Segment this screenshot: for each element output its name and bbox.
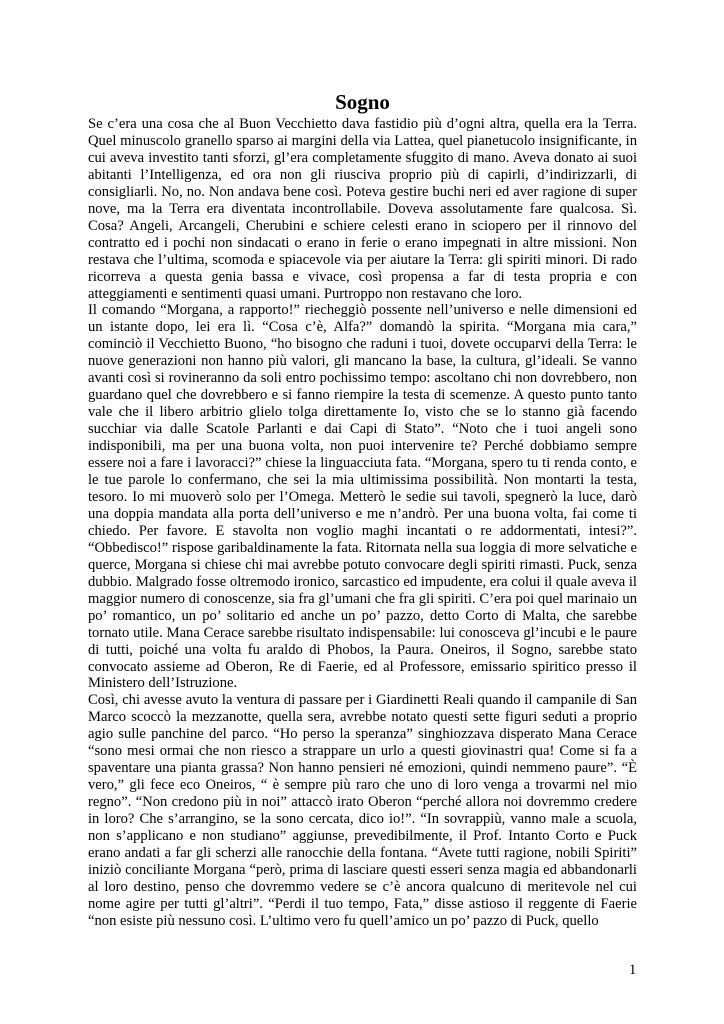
document-page [88, 88, 637, 930]
document-title: Sogno [335, 90, 390, 114]
paragraph: Così, chi avesse avuto la ventura di passare per i Giardinetti Reali quando il campanile di San Marco scoccò la mezzanotte, quella sera, avrebbe notato questi sette figuri seduti a proprio agio sulle panchine del parco. “Ho perso la speranza” singhiozzava disperato Mana Cerace “sono mesi ormai che non riesco a strappare un urlo a questi giovinastri qua! Come si fa a spaventare una pianta grassa? Non hanno pensieri né emozioni, quindi nemmeno paure”. “È vero,” gli fece eco Oneiros, “ è sempre più raro che uno di loro venga a trovarmi nel mio regno”. “Non credono più in noi” attaccò irato Oberon “perché allora noi dovremmo credere in loro? Che s’arrangino, se la sono cercata, dico io!”. “In sovrappiù, vanno male a scuola, non s’applicano e non studiano” aggiunse, prevedibilmente, il Prof. Intanto Corto e Puck erano andati a far gli scherzi alle ranocchie della fontana. “Avete tutti ragione, nobili Spiriti” iniziò conciliante Morgana “però, prima di lasciare questi esseri senza magia ed abbandonarli al loro destino, penso che dovremmo vedere se c’è ancora qualcuno di meritevole nel cui nome agire per tutti gl’altri”. “Perdi il tuo tempo, Fata,” disse astioso il reggente di Faerie “non esiste più nessuno così. L’ultimo vero fu quell’amico un po’ pazzo di Puck, quello [88, 692, 637, 929]
paragraph: Il comando “Morgana, a rapporto!” riecheggiò possente nell’universo e nelle dimensioni ed un istante dopo, lei era lì. “Cosa c’è, Alfa?” domandò la spirita. “Morgana mia cara,” cominciò il Vecchietto Buono, “ho bisogno che raduni i tuoi, dovete occuparvi della Terra: le nuove generazioni non hanno più valori, gli mancano la base, la cultura, gl’ideali. Se vanno avanti così si rovineranno da soli entro pochissimo tempo: ascoltano chi non dovrebbero, non guardano quel che dovrebbero e si fanno riempire la testa di scemenze. A questo punto tanto vale che il libero arbitrio glielo tolga direttamente Io, visto che se lo stanno già facendo succhiar via dalle Scatole Parlanti e dai Capi di Stato”. “Noto che i tuoi angeli sono indisponibili, ma per una buona volta, non puoi intervenire te? Perché dobbiamo sempre essere noi a fare i lavoracci?” chiese la linguacciuta fata. “Morgana, spero tu ti renda conto, e le tue parole lo confermano, che sei la mia ultimissima possibilità. Non montarti la testa, tesoro. Io mi muoverò solo per l’Omega. Metterò le sedie sui tavoli, spegnerò la luce, darò una doppia mandata alla porta dell’universo e me n’andrò. Per una buona volta, fai come ti chiedo. Per favore. E stavolta non voglio maghi incantati o re addormentati, intesi?”. “Obbedisco!” rispose garibaldinamente la fata. Ritornata nella sua loggia di more selvatiche e querce, Morgana si chiese chi mai avrebbe potuto convocare degli spiriti rimasti. Puck, senza dubbio. Malgrado fosse oltremodo ironico, sarcastico ed impudente, era colui il quale aveva il maggior numero di conoscenze, sia fra gl’umani che fra gli spiriti. C’era poi quel marinaio un po’ romantico, un po’ solitario ed anche un po’ pazzo, detto Corto di Malta, che sarebbe tornato utile. Mana Cerace sarebbe risultato indispensabile: lui conosceva gl’incubi e le paure di tutti, poiché una volta fu araldo di Phobos, la Paura. Oneiros, il Sogno, sarebbe stato convocato assieme ad Oberon, Re di Faerie, ed al Professore, emissario spiritico presso il Ministero dell’Istruzione. [88, 302, 637, 692]
page-number: 1 [629, 962, 637, 978]
paragraph: Se c’era una cosa che al Buon Vecchietto dava fastidio più d’ogni altra, quella era la Terra. Quel minuscolo granello sparso ai margini della via Lattea, quel pianetucolo insignificante, in cui aveva investito tanti sforzi, gl’era completamente sfuggito di mano. Aveva donato ai suoi abitanti l’Intelligenza, ed ora non gli riusciva proprio più di capirli, d’indirizzarli, di consigliarli. No, no. Non andava bene così. Poteva gestire buchi neri ed aver ragione di super nove, ma la Terra era diventata incontrollabile. Doveva assolutamente fare qualcosa. Sì. Cosa? Angeli, Arcangeli, Cherubini e schiere celesti erano in sciopero per il rinnovo del contratto ed i pochi non sindacati o erano in ferie o erano impegnati in altre missioni. Non restava che l’ultima, scomoda e spiacevole via per aiutare la Terra: gli spiriti minori. Di rado ricorreva a questa genia bassa e vivace, così propensa a far di testa propria e con atteggiamenti e sentimenti quasi umani. Purtroppo non restavano che loro. [88, 116, 637, 302]
